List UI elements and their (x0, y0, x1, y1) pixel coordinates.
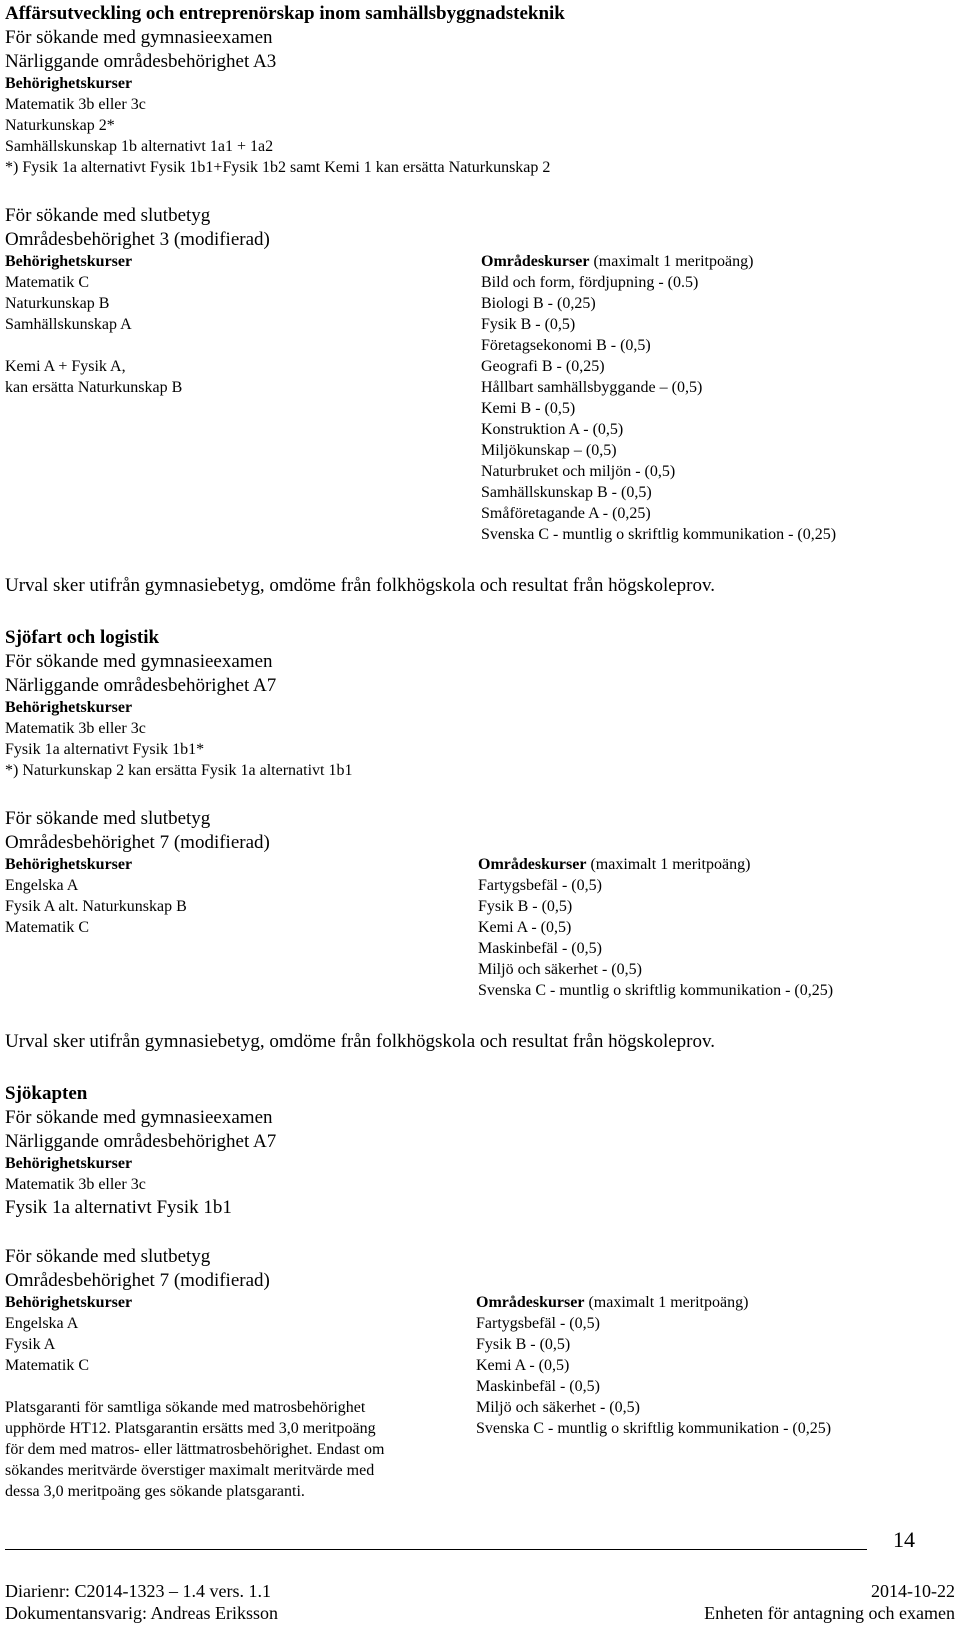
gym-req-item: Naturkunskap 2* (5, 117, 115, 134)
omr-course: Fysik B - (0,5) (476, 1336, 571, 1353)
gym-req-heading: Behörighetskurser (5, 699, 133, 716)
omr-heading: Områdeskurser (478, 856, 587, 873)
slut-req-item: Engelska A (5, 1315, 79, 1332)
slut-req-item: Matematik C (5, 274, 89, 291)
guarantee-line: Platsgaranti för samtliga sökande med matrosbehörighet (5, 1399, 366, 1416)
omr-course: Miljö och säkerhet - (0,5) (478, 961, 642, 978)
gym-note: *) Fysik 1a alternativt Fysik 1b1+Fysik 1b2 samt Kemi 1 kan ersätta Naturkunskap 2 (5, 159, 551, 176)
slut-req-heading: Behörighetskurser (5, 856, 133, 873)
unit-name: Enheten för antagning och examen (704, 1603, 955, 1623)
gym-area: Närliggande områdesbehörighet A7 (5, 1131, 277, 1152)
omr-course: Småföretagande A - (0,25) (481, 505, 651, 522)
slut-req-item: Samhällskunskap A (5, 316, 132, 333)
slut-heading: För sökande med slutbetyg (5, 1246, 211, 1267)
urval-text: Urval sker utifrån gymnasiebetyg, omdöme från folkhögskola och resultat från högskoleprov. (5, 575, 716, 596)
slut-req-item: Fysik A alt. Naturkunskap B (5, 898, 187, 915)
gym-area: Närliggande områdesbehörighet A3 (5, 51, 277, 72)
omr-note: (maximalt 1 meritpoäng) (593, 253, 754, 270)
slut-req-item: kan ersätta Naturkunskap B (5, 379, 183, 396)
gym-req-item: Matematik 3b eller 3c (5, 1176, 146, 1193)
omr-course: Kemi A - (0,5) (478, 919, 572, 936)
guarantee-line: sökandes meritvärde överstiger maximalt meritvärde med (5, 1462, 375, 1479)
omr-course: Svenska C - muntlig o skriftlig kommunikation - (0,25) (476, 1420, 832, 1437)
slut-req-item: Matematik C (5, 919, 89, 936)
gym-req-item: Matematik 3b eller 3c (5, 720, 146, 737)
omr-course: Svenska C - muntlig o skriftlig kommunikation - (0,25) (481, 526, 837, 543)
omr-course: Miljö och säkerhet - (0,5) (476, 1399, 640, 1416)
omr-course: Hållbart samhällsbyggande – (0,5) (481, 379, 703, 396)
slut-area: Områdesbehörighet 3 (modifierad) (5, 229, 270, 250)
page-number: 14 (893, 1527, 915, 1552)
omr-course: Biologi B - (0,25) (481, 295, 596, 312)
omr-heading: Områdeskurser (476, 1294, 585, 1311)
omr-course: Geografi B - (0,25) (481, 358, 605, 375)
omr-course: Kemi B - (0,5) (481, 400, 576, 417)
slut-req-item: Kemi A + Fysik A, (5, 358, 126, 375)
omr-course: Samhällskunskap B - (0,5) (481, 484, 652, 501)
omr-heading: Områdeskurser (481, 253, 590, 270)
slut-heading: För sökande med slutbetyg (5, 205, 211, 226)
section-title: Sjöfart och logistik (5, 627, 160, 648)
omr-course: Bild och form, fördjupning - (0.5) (481, 274, 699, 291)
omr-heading-line (481, 254, 753, 270)
gym-req-heading: Behörighetskurser (5, 75, 133, 92)
omr-course: Fartygsbefäl - (0,5) (478, 877, 602, 894)
slut-req-heading: Behörighetskurser (5, 253, 133, 270)
slut-req-item: Engelska A (5, 877, 79, 894)
document-responsible: Dokumentansvarig: Andreas Eriksson (5, 1603, 278, 1623)
guarantee-line: dessa 3,0 meritpoäng ges sökande platsgaranti. (5, 1483, 305, 1500)
gym-heading: För sökande med gymnasieexamen (5, 27, 273, 48)
omr-note: (maximalt 1 meritpoäng) (588, 1294, 749, 1311)
gym-req-heading: Behörighetskurser (5, 1155, 133, 1172)
slut-heading: För sökande med slutbetyg (5, 808, 211, 829)
diarienr: Diarienr: C2014-1323 – 1.4 vers. 1.1 (5, 1581, 271, 1601)
omr-course: Kemi A - (0,5) (476, 1357, 570, 1374)
gym-note: *) Naturkunskap 2 kan ersätta Fysik 1a alternativt 1b1 (5, 762, 353, 779)
gym-req-item: Matematik 3b eller 3c (5, 96, 146, 113)
omr-course: Fysik B - (0,5) (481, 316, 576, 333)
omr-heading-line (478, 857, 750, 873)
gym-heading: För sökande med gymnasieexamen (5, 651, 273, 672)
omr-course: Svenska C - muntlig o skriftlig kommunikation - (0,25) (478, 982, 834, 999)
gym-req-item: Fysik 1a alternativt Fysik 1b1 (5, 1197, 232, 1218)
omr-note: (maximalt 1 meritpoäng) (590, 856, 751, 873)
omr-course: Fartygsbefäl - (0,5) (476, 1315, 600, 1332)
omr-course: Företagsekonomi B - (0,5) (481, 337, 651, 354)
slut-req-item: Fysik A (5, 1336, 56, 1353)
gym-req-item: Fysik 1a alternativt Fysik 1b1* (5, 741, 205, 758)
gym-area: Närliggande områdesbehörighet A7 (5, 675, 277, 696)
document-date: 2014-10-22 (871, 1581, 955, 1601)
omr-course: Maskinbefäl - (0,5) (478, 940, 602, 957)
slut-req-heading: Behörighetskurser (5, 1294, 133, 1311)
footer-divider (5, 1549, 867, 1550)
omr-course: Maskinbefäl - (0,5) (476, 1378, 600, 1395)
omr-heading-line (476, 1295, 748, 1311)
guarantee-line: för dem med matros- eller lättmatrosbehörighet. Endast om (5, 1441, 385, 1458)
urval-text: Urval sker utifrån gymnasiebetyg, omdöme från folkhögskola och resultat från högskoleprov. (5, 1031, 716, 1052)
omr-course: Konstruktion A - (0,5) (481, 421, 624, 438)
guarantee-line: upphörde HT12. Platsgarantin ersätts med 3,0 meritpoäng (5, 1420, 376, 1437)
gym-req-item: Samhällskunskap 1b alternativt 1a1 + 1a2 (5, 138, 274, 155)
omr-course: Fysik B - (0,5) (478, 898, 573, 915)
section-title: Sjökapten (5, 1083, 88, 1104)
omr-course: Miljökunskap – (0,5) (481, 442, 617, 459)
omr-course: Naturbruket och miljön - (0,5) (481, 463, 676, 480)
gym-heading: För sökande med gymnasieexamen (5, 1107, 273, 1128)
section-title: Affärsutveckling och entreprenörskap inom samhällsbyggnadsteknik (5, 3, 565, 24)
slut-area: Områdesbehörighet 7 (modifierad) (5, 832, 270, 853)
slut-req-item: Naturkunskap B (5, 295, 110, 312)
slut-req-item: Matematik C (5, 1357, 89, 1374)
slut-area: Områdesbehörighet 7 (modifierad) (5, 1270, 270, 1291)
